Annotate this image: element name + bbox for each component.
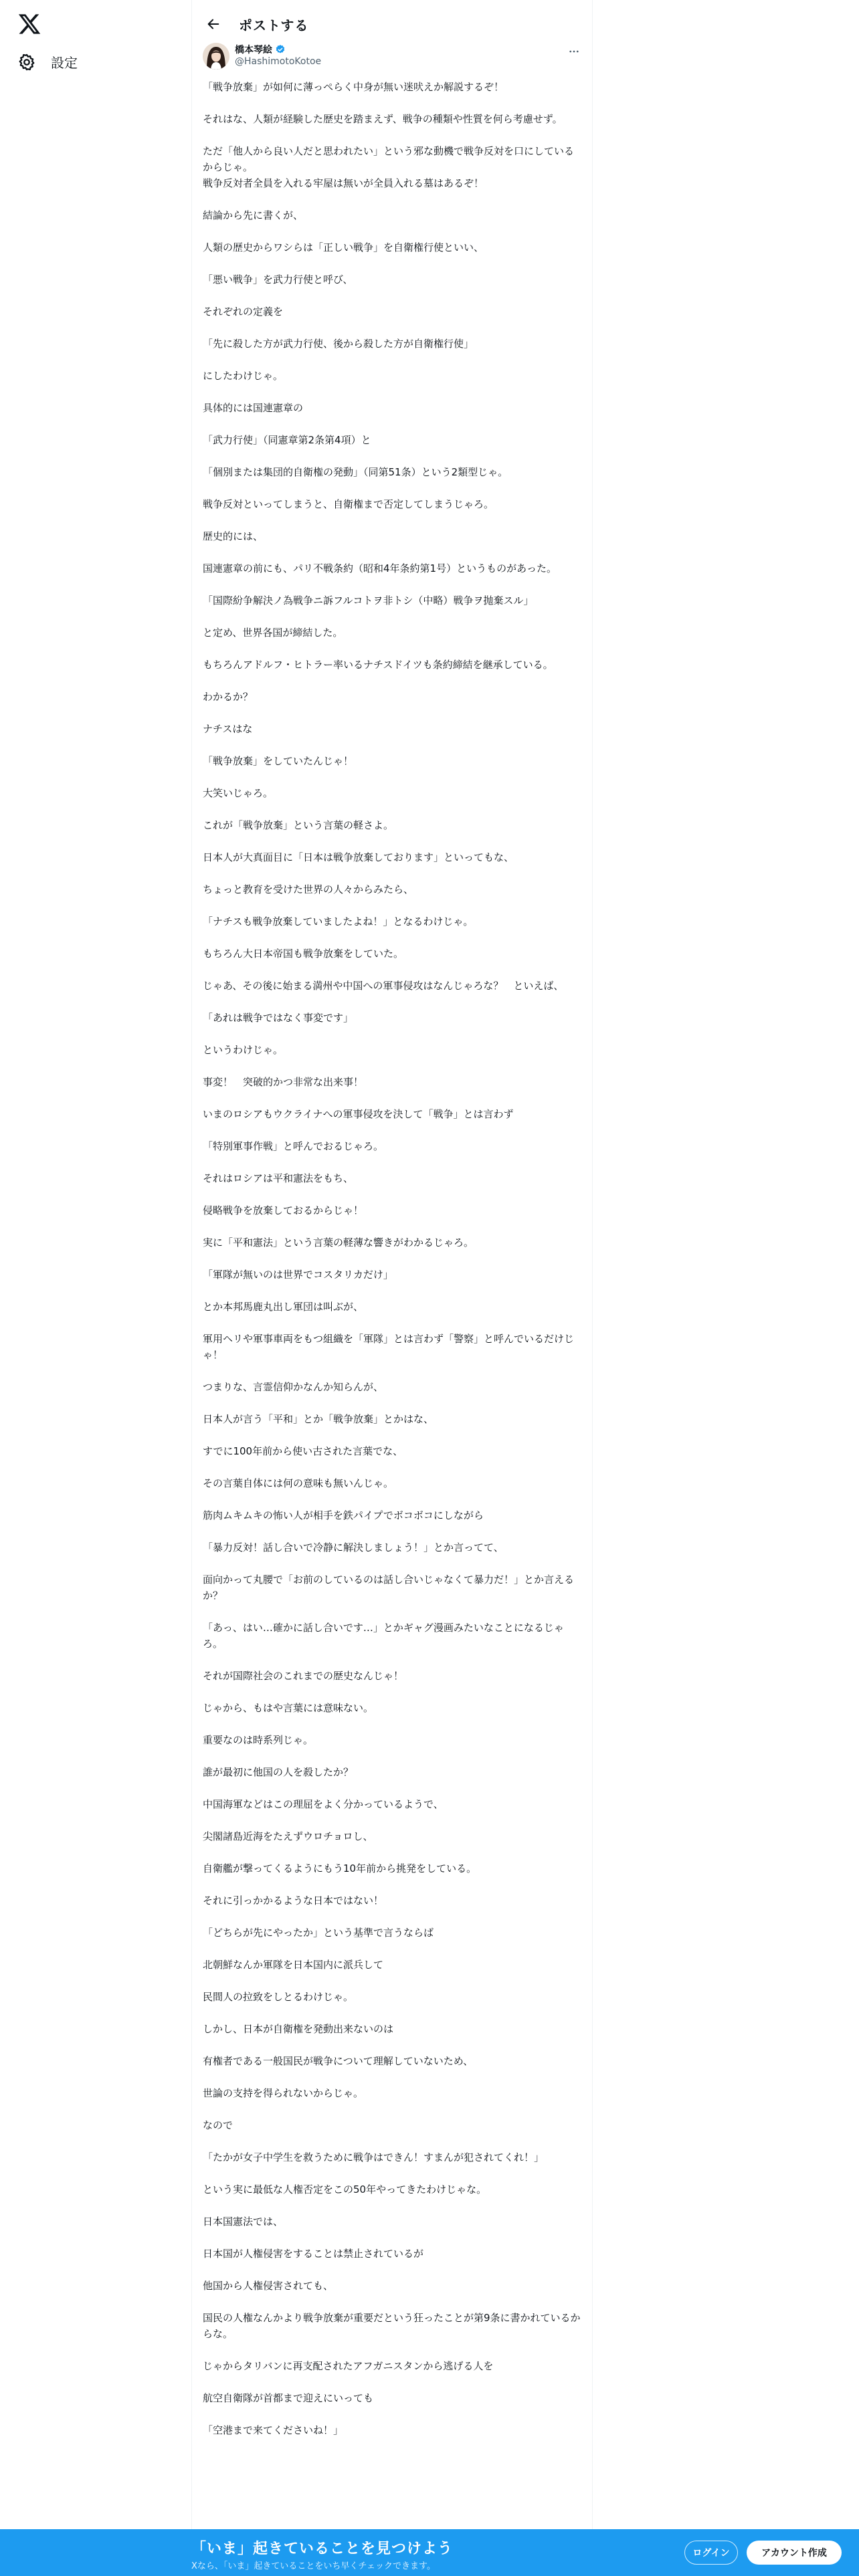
post-text-line — [203, 930, 581, 946]
post-text-line — [203, 1283, 581, 1299]
post-text-line — [203, 2101, 581, 2117]
left-nav — [0, 0, 191, 2576]
post-text-line — [203, 1186, 581, 1202]
post-text-line: 事変！ 突破的かつ非常な出来事！ — [203, 1076, 364, 1088]
post-text-line — [203, 1154, 581, 1170]
post-text-line: 「あっ、はい…確かに話し合いです…」とかギャグ漫画みたいなことになるじゃろ。 — [203, 1622, 564, 1650]
post-text-line — [203, 1555, 581, 1572]
post-text-line: 大笑いじゃろ。 — [203, 787, 274, 799]
post-text-line: 「国際紛争解決ノ為戦争ニ訴フルコトヲ非トシ（中略）戦争ヲ抛棄スル」 — [203, 595, 534, 607]
post-text-line: 他国から人権侵害されても、 — [203, 2280, 334, 2292]
post-text-line — [203, 1716, 581, 1732]
more-options-button[interactable] — [567, 44, 581, 59]
post-text-line: 「先に殺した方が武力行使、後から殺した方が自衛権行使」 — [203, 338, 474, 350]
post-text-line: 戦争反対といってしまうと、自衛権まで否定してしまうじゃろ。 — [203, 498, 494, 510]
nav-item-settings-label: 設定 — [51, 55, 78, 71]
post-text-line — [203, 576, 581, 593]
post-text-line — [203, 2374, 581, 2390]
post-text-line: じゃから、もはや言葉には意味ない。 — [203, 1702, 374, 1714]
post-text-line — [203, 1090, 581, 1106]
x-logo-icon[interactable] — [17, 12, 41, 36]
post-text-line — [203, 897, 581, 914]
post-text-line — [203, 673, 581, 689]
login-button[interactable]: ログイン — [684, 2541, 738, 2565]
post-text-line — [203, 962, 581, 978]
post-text-line — [203, 1363, 581, 1379]
post-text-line: 日本人が大真面目に「日本は戦争放棄しております」といってもな、 — [203, 851, 514, 863]
post-text-line — [203, 1218, 581, 1235]
post-text-line — [203, 2197, 581, 2214]
post-text-line — [203, 1523, 581, 1539]
bottom-signup-banner — [0, 2529, 859, 2576]
post-text-line — [203, 737, 581, 753]
post-text-line — [203, 1251, 581, 1267]
post-text-line — [203, 1780, 581, 1796]
post-text-line: 有権者である一般国民が戦争について理解していないため、 — [203, 2055, 474, 2067]
post-text-line: それに引っかかるような日本ではない！ — [203, 1895, 384, 1907]
post-text-line: 「武力行使」（同憲章第2条第4項）と — [203, 434, 371, 446]
post-text-line — [203, 2230, 581, 2246]
post-text-line: すでに100年前から使い古された言葉でな、 — [203, 1445, 403, 1457]
post-text-line: 日本国が人権侵害をすることは禁止されているが — [203, 2248, 424, 2260]
post-text-line: 自衛艦が撃ってくるようにもう10年前から挑発をしている。 — [203, 1862, 477, 1874]
post-text-line — [203, 1812, 581, 1828]
post-text-line — [203, 320, 581, 336]
post-text-line: 戦争反対者全員を入れる牢屋は無いが全員入れる墓はあるぞ！ — [203, 177, 484, 189]
post-text-line — [203, 1491, 581, 1507]
post-text-line: と定め、世界各国が締結した。 — [203, 627, 343, 639]
post-text-line: 尖閣諸島近海をたえずウロチョロし、 — [203, 1830, 373, 1842]
post-text-line: ナチスはな — [203, 723, 253, 735]
post-text-line: もちろんアドルフ・ヒトラー率いるナチスドイツも条約締結を継承している。 — [203, 659, 553, 671]
post-text-line: 航空自衛隊が首都まで迎えにいっても — [203, 2392, 374, 2404]
post-text — [203, 79, 581, 2438]
post-text-line: つまりな、言霊信仰かなんか知らんが、 — [203, 1381, 384, 1393]
banner-title: 「いま」起きていることを見つけよう — [191, 2541, 454, 2557]
post-text-line — [203, 769, 581, 785]
post-text-line — [203, 191, 581, 207]
post-text-line — [203, 95, 581, 111]
main-column — [191, 0, 593, 2576]
post-text-line: 誰が最初に他国の人を殺したか？ — [203, 1766, 354, 1778]
post-text-line: 「空港まで来てくださいね！」 — [203, 2424, 344, 2436]
post-text-line — [203, 2262, 581, 2278]
post-text-line — [203, 1459, 581, 1475]
post-text-line — [203, 1941, 581, 1957]
post-text-line — [203, 609, 581, 625]
post-text-line: 中国海軍などはこの理屈をよく分かっているようで、 — [203, 1798, 444, 1810]
post-text-line: 「ナチスも戦争放棄していましたよね！」となるわけじゃ。 — [203, 916, 474, 928]
post-text-line — [203, 1684, 581, 1700]
post-text-line — [203, 1315, 581, 1331]
post-text-line — [203, 352, 581, 368]
post-text-line: 結論から先に書くが、 — [203, 209, 304, 221]
post-text-line — [203, 288, 581, 304]
post-text-line: なので — [203, 2119, 233, 2131]
more-dots-icon — [568, 45, 580, 58]
nav-item-settings[interactable] — [17, 52, 78, 72]
post-text-line — [203, 1395, 581, 1411]
post-text-line: という実に最低な人権否定をこの50年やってきたわけじゃな。 — [203, 2183, 487, 2195]
post-text-line — [203, 2069, 581, 2085]
post-text-line: ちょっと教育を受けた世界の人々からみたら、 — [203, 883, 414, 895]
post-text-line — [203, 544, 581, 560]
banner-subtitle: Xなら、「いま」起きていることをいち早くチェックできます。 — [191, 2561, 436, 2571]
gear-icon — [17, 53, 36, 72]
post-text-line — [203, 2005, 581, 2021]
post-text-line: その言葉自体には何の意味も無いんじゃ。 — [203, 1477, 394, 1489]
post-text-line: それが国際社会のこれまでの歴史なんじゃ！ — [203, 1670, 404, 1682]
post-text-line: 日本人が言う「平和」とか「戦争放棄」とかはな、 — [203, 1413, 434, 1425]
post-text-line — [203, 1122, 581, 1138]
post-text-line: 「悪い戦争」を武力行使と呼び、 — [203, 274, 353, 286]
post-text-line: 「特別軍事作戦」と呼んでおるじゃろ。 — [203, 1140, 384, 1152]
author-name[interactable]: 橋本琴絵 — [235, 45, 272, 56]
post-text-line — [203, 2037, 581, 2053]
post-text-line — [203, 833, 581, 849]
post-text-line — [203, 994, 581, 1010]
post-text-line — [203, 1844, 581, 1860]
post-text-line: もちろん大日本帝国も戦争放棄をしていた。 — [203, 948, 404, 960]
post-text-line — [203, 2294, 581, 2310]
post-text-line: というわけじゃ。 — [203, 1044, 284, 1056]
post-text-line: 「戦争放棄」をしていたんじゃ！ — [203, 755, 354, 767]
post-text-line: 軍用ヘリや軍事車両をもつ組織を「軍隊」とは言わず「警察」と呼んでいるだけじゃ！ — [203, 1333, 575, 1361]
post-text-line: 北朝鮮なんか軍隊を日本国内に派兵して — [203, 1959, 384, 1971]
post-text-line — [203, 1652, 581, 1668]
post-text-line — [203, 2406, 581, 2422]
post-text-line: 国連憲章の前にも、パリ不戦条約（昭和4年条約第1号）というものがあった。 — [203, 562, 557, 574]
post-text-line: それはロシアは平和憲法をもち、 — [203, 1172, 354, 1184]
post-text-line — [203, 1748, 581, 1764]
post-text-line — [203, 127, 581, 143]
post-text-line — [203, 2342, 581, 2358]
post-text-line — [203, 865, 581, 881]
post-text-line — [203, 223, 581, 239]
post-text-line: 日本国憲法では、 — [203, 2216, 284, 2228]
post-text-line: 筋肉ムキムキの怖い人が相手を鉄パイプでボコボコにしながら — [203, 1509, 484, 1521]
post-text-line — [203, 1909, 581, 1925]
post-text-line: じゃあ、その後に始まる満州や中国への軍事侵攻はなんじゃろな？ といえば、 — [203, 980, 564, 992]
back-button[interactable] — [203, 13, 224, 35]
post-text-line — [203, 1604, 581, 1620]
post-text-line: 人類の歴史からワシらは「正しい戦争」を自衛権行使といい、 — [203, 241, 484, 253]
post-text-line: 実に「平和憲法」という言葉の軽薄な響きがわかるじゃろ。 — [203, 1237, 474, 1249]
post-text-line: しかし、日本が自衛権を発動出来ないのは — [203, 2023, 394, 2035]
post-text-line — [203, 416, 581, 432]
post-text-line: それはな、人類が経験した歴史を踏まえず、戦争の種類や性質を何ら考慮せず。 — [203, 113, 563, 125]
verified-badge-icon — [275, 44, 286, 55]
post-text-line: 世論の支持を得られないからじゃ。 — [203, 2087, 364, 2099]
post-text-line: ただ「他人から良い人だと思われたい」という邪な動機で戦争反対を口にしているからじゃ。 — [203, 145, 575, 173]
post-text-line — [203, 448, 581, 464]
post-text-line — [203, 480, 581, 496]
post-text-line: 「軍隊が無いのは世界でコスタリカだけ」 — [203, 1269, 393, 1281]
post-text-line — [203, 255, 581, 272]
post-text-line: とか本邦馬鹿丸出し軍団は叫ぶが、 — [203, 1301, 364, 1313]
back-arrow-icon — [206, 17, 221, 31]
post-text-line: いまのロシアもウクライナへの軍事侵攻を決して「戦争」とは言わず — [203, 1108, 514, 1120]
post-text-line: 侵略戦争を放棄しておるからじゃ！ — [203, 1204, 364, 1216]
post-text-line: これが「戦争放棄」という言葉の軽さよ。 — [203, 819, 394, 831]
page-title: ポストする — [239, 17, 309, 33]
post-text-line — [203, 1058, 581, 1074]
post-text-line — [203, 641, 581, 657]
post-text-line: わかるか？ — [203, 691, 254, 703]
post-text-line: 「たかが女子中学生を救うために戦争はできん！すまんが犯されてくれ！」 — [203, 2151, 545, 2163]
post-author — [203, 41, 584, 72]
post-text-line — [203, 1973, 581, 1989]
create-account-button[interactable]: アカウント作成 — [747, 2541, 842, 2565]
post-text-line — [203, 1876, 581, 1893]
post-text-line: 「戦争放棄」が如何に薄っぺらく中身が無い迷吠えか解説するぞ！ — [203, 81, 504, 93]
post-text-line — [203, 1427, 581, 1443]
post-text-line: 「個別または集団的自衛権の発動」（同第51条）という2類型じゃ。 — [203, 466, 508, 478]
post-text-line — [203, 2165, 581, 2181]
post-text-line: 歴史的には、 — [203, 530, 264, 542]
post-text-line — [203, 384, 581, 400]
post-text-line — [203, 2133, 581, 2149]
post-text-line: にしたわけじゃ。 — [203, 370, 284, 382]
author-handle[interactable]: @HashimotoKotoe — [235, 56, 322, 67]
post-text-line: 「あれは戦争ではなく事変です」 — [203, 1012, 354, 1024]
post-text-line — [203, 705, 581, 721]
post-text-line: それぞれの定義を — [203, 306, 284, 318]
post-text-line: 民間人の拉致をしとるわけじゃ。 — [203, 1991, 354, 2003]
post-text-line: 「どちらが先にやったか」という基準で言うならば — [203, 1927, 434, 1939]
avatar[interactable] — [203, 43, 229, 70]
post-text-line: 面向かって丸腰で「お前のしているのは話し合いじゃなくて暴力だ！」とか言えるか？ — [203, 1574, 575, 1602]
post-text-line: 重要なのは時系列じゃ。 — [203, 1734, 314, 1746]
author-name-row — [235, 43, 286, 56]
post-text-line — [203, 1026, 581, 1042]
post-text-line — [203, 512, 581, 528]
post-text-line: じゃからタリバンに再支配されたアフガニスタンから逃げる人を — [203, 2360, 494, 2372]
post-text-line: 「暴力反対！話し合いで冷静に解決しましょう！」とか言ってて、 — [203, 1541, 504, 1553]
post-text-line — [203, 801, 581, 817]
post-text-line: 国民の人権なんかより戦争放棄が重要だという狂ったことが第9条に書かれているからな。 — [203, 2312, 581, 2340]
post-text-line: 具体的には国連憲章の — [203, 402, 304, 414]
